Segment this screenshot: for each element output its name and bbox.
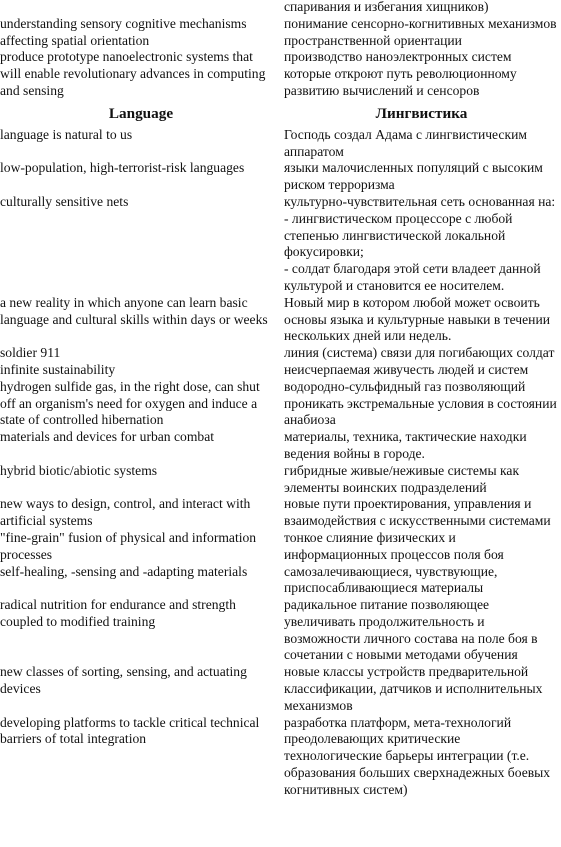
translation-line: линия (система) связи для погибающих солдат [284, 345, 555, 361]
glossary-row [0, 49, 561, 99]
glossary-row [0, 127, 561, 161]
english-term: "fine-grain" fusion of physical and information processes [0, 529, 257, 562]
glossary-row [0, 664, 561, 714]
glossary-row [0, 345, 561, 362]
translation-line: неисчерпаемая живучесть людей и систем [284, 361, 529, 377]
russian-translation [282, 530, 561, 564]
english-term: culturally sensitive nets [0, 193, 129, 209]
translation-line: водородно-сульфидный газ позволяющий проникать экстремальные условия в состоянии анабиоза [284, 378, 557, 428]
russian-translation [282, 295, 561, 345]
russian-translation [282, 0, 561, 16]
russian-translation [282, 194, 561, 295]
glossary-row [0, 564, 561, 598]
russian-translation [282, 597, 561, 664]
translation-line: гибридные живые/неживые системы как элементы воинских подразделений [284, 462, 520, 495]
glossary-row [0, 194, 561, 295]
translation-line: разработка платформ, мета-технологий преодолевающих критические технологические барьеры интеграции (т.е. образования больших сверхнадежных боевых когнитивных систем) [284, 714, 551, 797]
translation-line: спаривания и избегания хищников) [284, 0, 489, 14]
russian-translation [282, 379, 561, 429]
english-term: low-population, high-terrorist-risk languages [0, 160, 245, 176]
section-heading-row [0, 100, 561, 127]
english-term: hybrid biotic/abiotic systems [0, 462, 158, 478]
russian-translation [282, 429, 561, 463]
translation-line: понимание сенсорно-когнитивных механизмов пространственной ориентации [284, 15, 557, 48]
translation-line: радикальное питание позволяющее увеличивать продолжительность и возможности личного состава на поле боя в сочетании с новыми методами обучения [284, 597, 538, 663]
translation-line: материалы, техника, тактические находки ведения войны в городе. [284, 429, 527, 461]
english-term: soldier 911 [0, 345, 61, 361]
glossary-row [0, 16, 561, 50]
section-title-english: Language [108, 104, 174, 122]
translation-line: тонкое слияние физических и информационных процессов поля боя [284, 529, 504, 562]
translation-line: Новый мир в котором любой может освоить основы языка и культурные навыки в течении нескольких дней или недель. [284, 294, 551, 344]
translation-line: производство наноэлектронных систем которые откроют путь революционному развитию вычислений и сенсоров [284, 49, 517, 98]
russian-translation [282, 664, 561, 714]
glossary-row [0, 715, 561, 799]
english-term: new classes of sorting, sensing, and actuating devices [0, 664, 247, 697]
english-term: understanding sensory cognitive mechanisms affecting spatial orientation [0, 15, 247, 48]
english-term: new ways to design, control, and interact with artificial systems [0, 496, 251, 529]
glossary-row [0, 530, 561, 564]
russian-translation [282, 496, 561, 530]
section-title-russian: Лингвистика [375, 104, 468, 122]
english-term: infinite sustainability [0, 361, 116, 377]
russian-translation [282, 127, 561, 161]
english-term: materials and devices for urban combat [0, 429, 215, 445]
english-term: produce prototype nanoelectronic systems that will enable revolutionary advances in computing and sensing [0, 49, 266, 98]
translation-line: - лингвистическом процессоре с любой степенью лингвистической локальной фокусировки; [284, 210, 513, 260]
glossary-row [0, 362, 561, 379]
english-term: language is natural to us [0, 126, 133, 142]
english-term: a new reality in which anyone can learn basic language and cultural skills within days or weeks [0, 294, 268, 327]
glossary-row [0, 160, 561, 194]
english-term: hydrogen sulfide gas, in the right dose, can shut off an organism's need for oxygen and induce a state of controlled hibernation [0, 378, 260, 428]
translation-line: Господь создал Адама с лингвистическим аппаратом [284, 126, 527, 159]
translation-line: самозалечивающиеся, чувствующие, приспосабливающиеся материалы [284, 563, 498, 596]
glossary-row [0, 429, 561, 463]
russian-translation [282, 160, 561, 194]
english-term: self-healing, -sensing and -adapting materials [0, 563, 248, 579]
russian-translation [282, 49, 561, 99]
translation-line: новые пути проектирования, управления и взаимодействия с искусственными системами [284, 496, 551, 529]
glossary-row [0, 295, 561, 345]
english-term: radical nutrition for endurance and strength coupled to modified training [0, 597, 236, 629]
translation-line: культурно-чувствительная сеть основанная на: [284, 193, 556, 209]
russian-translation [282, 463, 561, 497]
russian-translation [282, 715, 561, 799]
russian-translation [282, 362, 561, 379]
glossary-row [0, 0, 561, 16]
russian-translation [282, 16, 561, 50]
russian-translation [282, 345, 561, 362]
translation-line: - солдат благодаря этой сети владеет данной культурой и становится ее носителем. [284, 261, 541, 293]
english-term: developing platforms to tackle critical technical barriers of total integration [0, 714, 260, 747]
russian-translation [282, 564, 561, 598]
translation-line: языки малочисленных популяций с высоким риском терроризма [284, 160, 543, 193]
glossary-row [0, 597, 561, 664]
glossary-row [0, 496, 561, 530]
translation-line: новые классы устройств предварительной классификации, датчиков и исполнительных механизмов [284, 664, 543, 713]
glossary-row [0, 463, 561, 497]
english-term [0, 0, 282, 16]
glossary-row [0, 379, 561, 429]
